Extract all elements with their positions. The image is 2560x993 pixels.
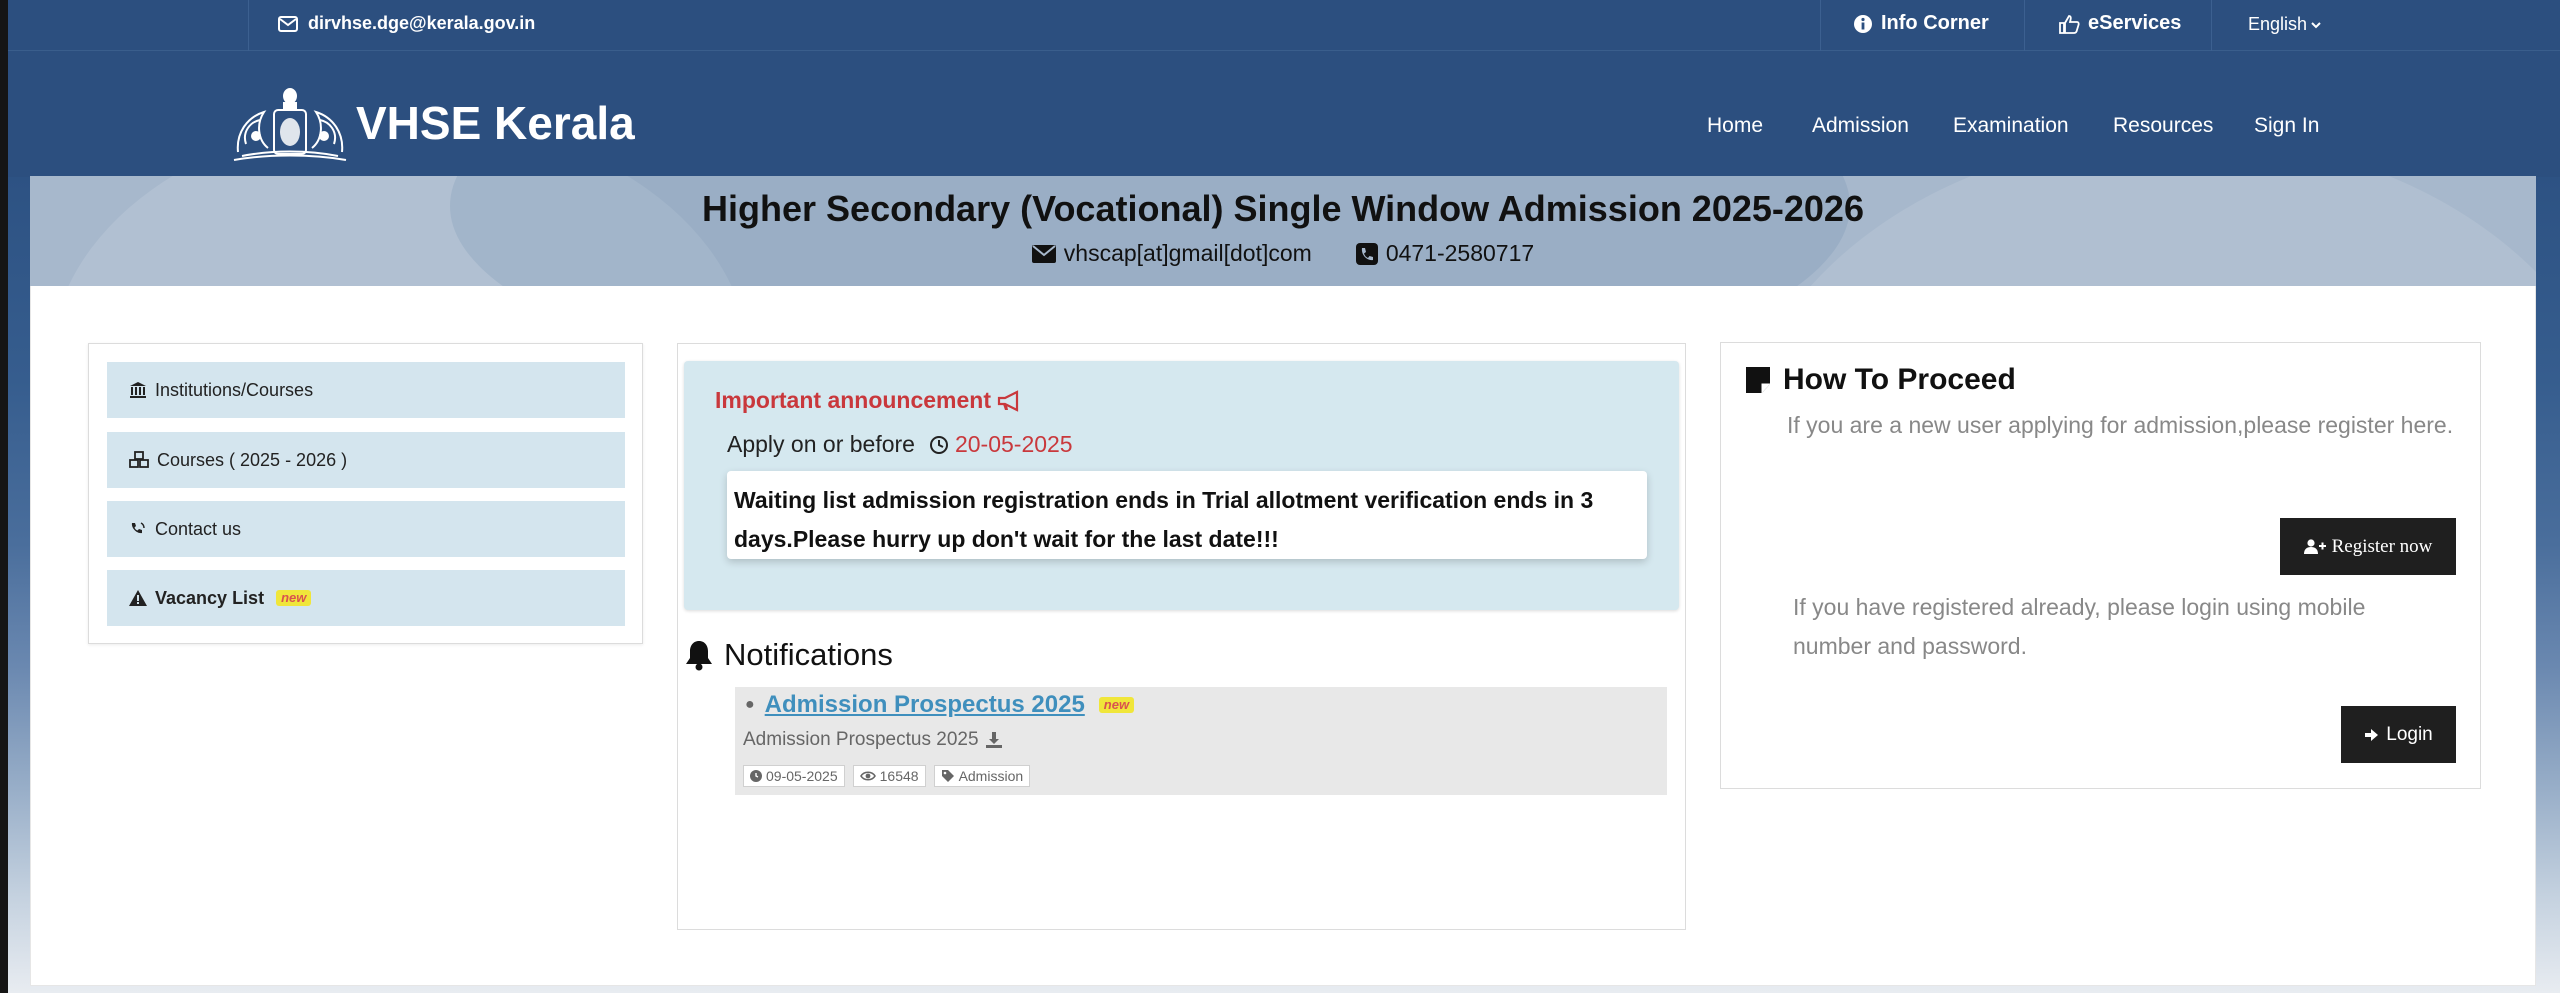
clock-icon <box>750 770 762 782</box>
topbar-divider <box>2211 0 2212 51</box>
new-badge: new <box>276 590 311 606</box>
date-tag <box>743 765 845 787</box>
notification-item <box>735 687 1667 795</box>
info-corner-link[interactable] <box>1853 12 1989 35</box>
notifications-heading <box>684 637 893 673</box>
topbar-divider <box>1820 0 1821 51</box>
notification-link-row <box>745 691 1134 719</box>
register-now-button[interactable] <box>2280 518 2456 575</box>
how-to-proceed-title: How To Proceed <box>1783 363 2016 396</box>
brand-name: VHSE Kerala <box>356 97 635 149</box>
top-email-link[interactable] <box>278 13 535 34</box>
category-tag[interactable] <box>934 765 1031 787</box>
bullhorn-icon <box>997 390 1023 412</box>
sidebar-item-contact[interactable] <box>107 501 625 557</box>
new-user-instructions: If you are a new user applying for admission,please register here. <box>1787 412 2454 438</box>
institution-icon <box>129 381 147 399</box>
sidebar-item-vacancy[interactable] <box>107 570 625 626</box>
login-button[interactable] <box>2341 706 2456 763</box>
eye-icon <box>860 770 876 782</box>
cubes-icon <box>129 451 149 469</box>
chevron-down-icon <box>2311 21 2321 29</box>
nav-admission[interactable]: Admission <box>1812 114 1909 137</box>
new-badge: new <box>1099 697 1134 713</box>
admission-banner <box>30 176 2536 286</box>
top-bar <box>8 0 2560 51</box>
topbar-divider <box>2024 0 2025 51</box>
notification-link[interactable]: Admission Prospectus 2025 <box>764 691 1085 718</box>
phone-square-icon <box>1356 243 1378 265</box>
eservices-label: eServices <box>2088 12 2182 34</box>
category-tag-text: Admission <box>958 768 1024 784</box>
site-logo[interactable] <box>228 82 635 164</box>
warning-icon <box>129 590 147 606</box>
user-plus-icon <box>2304 539 2326 555</box>
apply-date <box>929 431 1073 458</box>
banner-email-text: vhscap[at]gmail[dot]com <box>1063 240 1312 266</box>
topbar-divider <box>248 0 249 51</box>
eservices-link[interactable] <box>2058 12 2181 35</box>
info-circle-icon <box>1853 14 1873 34</box>
announcement-message: Waiting list admission registration ends in Trial allotment verification ends in 3 days.Please hurry up don't wait for the last date!!! <box>727 471 1647 559</box>
language-label: English <box>2248 14 2308 34</box>
apply-deadline <box>727 431 1073 458</box>
how-to-proceed-heading <box>1745 363 2016 397</box>
sign-in-icon <box>2364 727 2380 743</box>
banner-phone[interactable] <box>1356 240 1534 267</box>
nav-home[interactable]: Home <box>1707 114 1764 137</box>
login-label: Login <box>2386 723 2433 745</box>
clock-icon <box>929 435 949 455</box>
info-corner-label: Info Corner <box>1881 12 1989 34</box>
announcement-title <box>715 387 1023 414</box>
how-to-proceed-panel <box>1720 342 2481 789</box>
nav-examination[interactable]: Examination <box>1953 114 2069 137</box>
bell-icon <box>684 639 714 671</box>
site-header <box>8 52 2560 177</box>
notification-meta <box>743 765 1030 787</box>
language-dropdown[interactable] <box>2248 14 2321 35</box>
bullet-icon: ● <box>745 696 755 713</box>
quick-links-panel <box>88 343 643 644</box>
views-tag-text: 16548 <box>879 768 919 784</box>
apply-label: Apply on or before <box>727 431 915 457</box>
nav-resources[interactable]: Resources <box>2113 114 2214 137</box>
banner-contacts <box>30 240 2536 267</box>
nav-sign-in[interactable]: Sign In <box>2254 114 2320 137</box>
register-now-label: Register now <box>2331 535 2433 557</box>
notification-subtitle: Admission Prospectus 2025 <box>743 729 979 750</box>
page-title: Higher Secondary (Vocational) Single Window Admission 2025-2026 <box>702 188 1864 229</box>
banner-phone-text: 0471-2580717 <box>1385 240 1535 266</box>
sidebar-item-institutions[interactable] <box>107 362 625 418</box>
window-edge <box>0 0 8 993</box>
apply-date-text: 20-05-2025 <box>954 431 1073 457</box>
phone-volume-icon <box>129 520 147 538</box>
views-tag <box>853 765 926 787</box>
notifications-title: Notifications <box>724 637 893 672</box>
sidebar-item-label: Vacancy List <box>155 587 265 608</box>
download-icon <box>985 731 1003 749</box>
notification-download[interactable] <box>743 729 1003 751</box>
sidebar-item-label: Institutions/Courses <box>155 379 314 400</box>
tag-icon <box>941 769 955 783</box>
state-emblem-icon <box>228 82 352 164</box>
important-announcement <box>684 361 1679 610</box>
announcement-title-text: Important announcement <box>715 387 992 413</box>
sticky-note-icon <box>1745 366 1771 394</box>
sidebar-item-label: Courses ( 2025 - 2026 ) <box>157 449 348 470</box>
top-email-text: dirvhse.dge@kerala.gov.in <box>308 13 536 33</box>
banner-email[interactable] <box>1032 240 1312 267</box>
sidebar-item-courses[interactable] <box>107 432 625 488</box>
envelope-icon <box>1032 245 1056 263</box>
thumbs-up-icon <box>2058 14 2080 34</box>
envelope-icon <box>278 16 298 32</box>
date-tag-text: 09-05-2025 <box>766 768 838 784</box>
sidebar-item-label: Contact us <box>155 518 242 539</box>
registered-user-instructions: If you have registered already, please login using mobile number and password. <box>1793 594 2366 659</box>
